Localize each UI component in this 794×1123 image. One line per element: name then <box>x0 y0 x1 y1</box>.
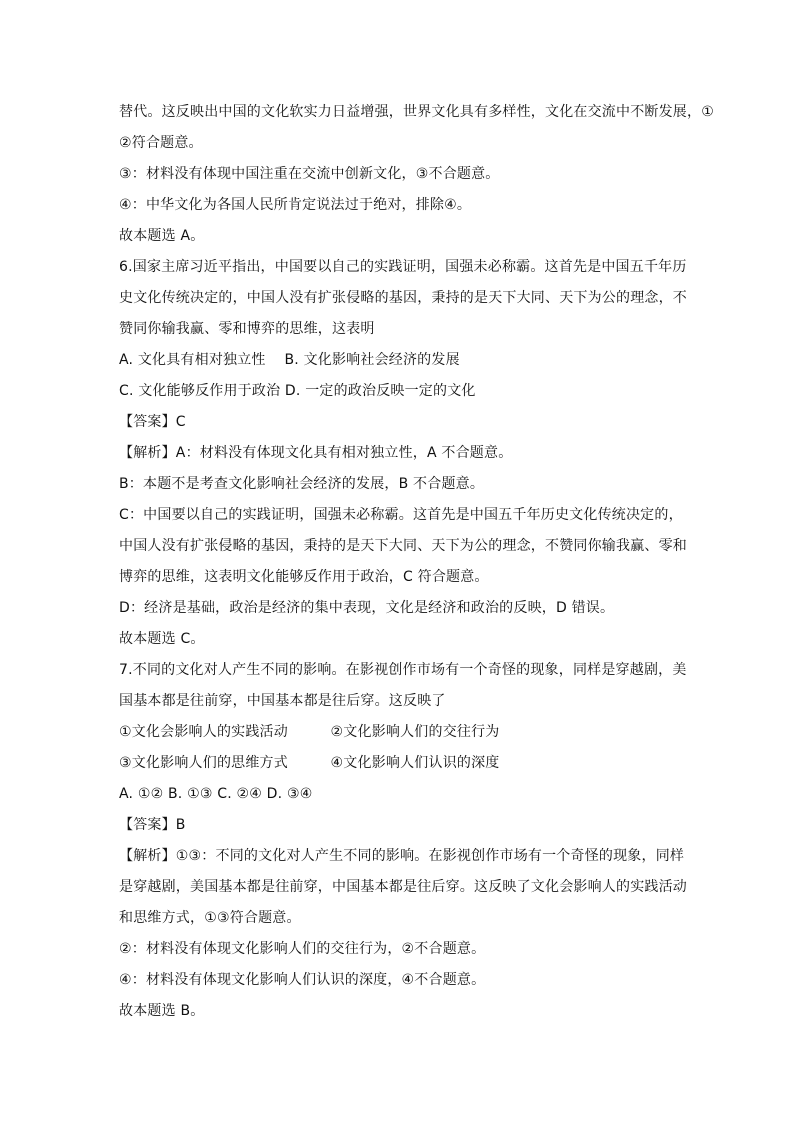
question-7-answer: 【答案】B <box>119 817 186 833</box>
question-6-conclusion: 故本题选 C。 <box>119 631 205 647</box>
question-6-analysis: 【解析】A：材料没有体现文化具有相对独立性，A 不合题意。 <box>119 445 513 461</box>
question-6-stem: 史文化传统决定的，中国人没有扩张侵略的基因，秉持的是天下大同、天下为公的理念，不 <box>119 290 687 306</box>
question-6-analysis: D：经济是基础，政治是经济的集中表现，文化是经济和政治的反映，D 错误。 <box>119 600 615 616</box>
question-6-stem: 6.国家主席习近平指出，中国要以自己的实践证明，国强未必称霸。这首先是中国五千年历 <box>119 259 687 275</box>
question-7-analysis: ②：材料没有体现文化影响人们的交往行为，②不合题意。 <box>119 941 486 957</box>
question-7-analysis: ④：材料没有体现文化影响人们认识的深度，④不合题意。 <box>119 972 486 988</box>
text-line: ④：中华文化为各国人民所肯定说法过于绝对，排除④。 <box>119 197 472 213</box>
question-7-options: A. ①② B. ①③ C. ②④ D. ③④ <box>119 786 313 802</box>
question-6-answer: 【答案】C <box>119 414 186 430</box>
text-line: 替代。这反映出中国的文化软实力日益增强，世界文化具有多样性，文化在交流中不断发展，① <box>119 104 714 120</box>
question-7-statements: ③文化影响人们的思维方式 ④文化影响人们认识的深度 <box>119 755 500 771</box>
question-7-analysis: 【解析】①③：不同的文化对人产生不同的影响。在影视创作市场有一个奇怪的现象，同样 <box>119 848 685 864</box>
question-7-stem: 国基本都是往前穿，中国基本都是往后穿。这反映了 <box>119 693 446 709</box>
question-6-options: A. 文化具有相对独立性 B. 文化影响社会经济的发展 <box>119 352 460 368</box>
question-6-analysis: 中国人没有扩张侵略的基因，秉持的是天下大同、天下为公的理念，不赞同你输我赢、零和 <box>119 538 687 554</box>
question-7-statements: ①文化会影响人的实践活动 ②文化影响人们的交往行为 <box>119 724 500 740</box>
question-7-stem: 7.不同的文化对人产生不同的影响。在影视创作市场有一个奇怪的现象，同样是穿越剧，美 <box>119 662 687 678</box>
question-6-options: C. 文化能够反作用于政治 D. 一定的政治反映一定的文化 <box>119 383 476 399</box>
text-line: ②符合题意。 <box>119 135 203 151</box>
question-7-analysis: 是穿越剧，美国基本都是往前穿，中国基本都是往后穿。这反映了文化会影响人的实践活动 <box>119 879 687 895</box>
text-line: ③：材料没有体现中国注重在交流中创新文化，③不合题意。 <box>119 166 500 182</box>
text-line: 故本题选 A。 <box>119 228 205 244</box>
question-6-analysis: C：中国要以自己的实践证明，国强未必称霸。这首先是中国五千年历史文化传统决定的， <box>119 507 683 523</box>
question-7-analysis: 和思维方式，①③符合题意。 <box>119 910 301 926</box>
question-6-stem: 赞同你输我赢、零和博弈的思维，这表明 <box>119 321 375 337</box>
question-6-analysis: 博弈的思维，这表明文化能够反作用于政治，C 符合题意。 <box>119 569 489 585</box>
document-page <box>119 97 714 1027</box>
question-6-analysis: B：本题不是考查文化影响社会经济的发展，B 不合题意。 <box>119 476 485 492</box>
question-7-conclusion: 故本题选 B。 <box>119 1003 205 1019</box>
